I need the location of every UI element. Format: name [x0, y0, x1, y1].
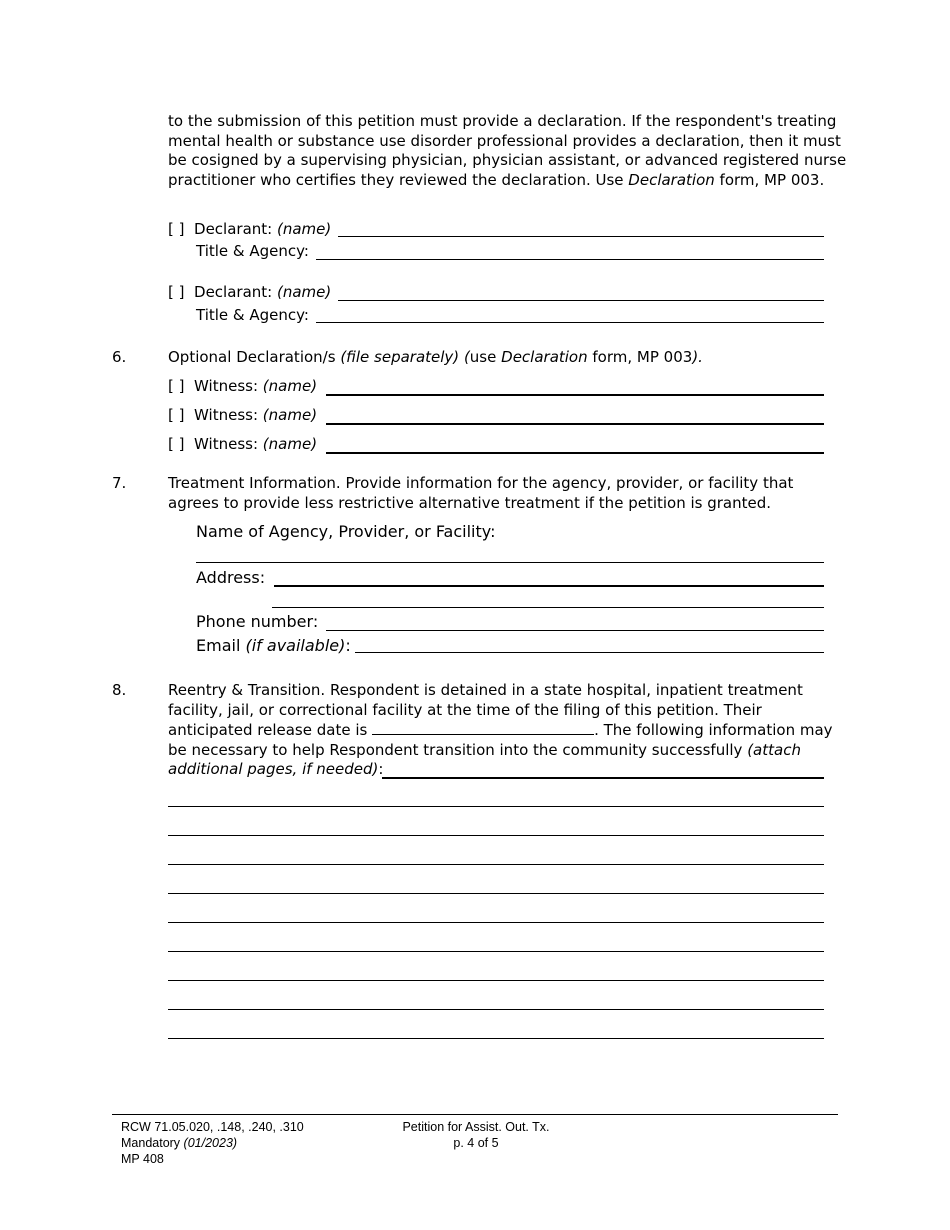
- witness-3-hint: (name): [262, 435, 318, 453]
- declarant-1-checkbox[interactable]: [ ]: [168, 220, 185, 238]
- footer-form-id: MP 408: [121, 1152, 164, 1166]
- declarant-1-title-field[interactable]: [316, 259, 824, 260]
- transition-line-6[interactable]: [168, 951, 824, 952]
- declarant-2-name-field[interactable]: [338, 300, 824, 301]
- footer-mandatory: Mandatory: [121, 1136, 181, 1150]
- section-8-text: [168, 681, 840, 780]
- declarant-1: [168, 220, 331, 239]
- footer-mandatory-line: [121, 1135, 304, 1151]
- declarant-1-title-label: Title & Agency:: [196, 242, 309, 260]
- section-6-hint-use: use: [469, 348, 497, 366]
- email-field[interactable]: [355, 652, 824, 653]
- witness-2-hint: (name): [262, 406, 318, 424]
- section-6-number: 6.: [112, 348, 127, 366]
- transition-line-8[interactable]: [168, 1009, 824, 1010]
- witness-3-label: Witness:: [194, 435, 259, 453]
- section-7-number: 7.: [112, 474, 127, 492]
- section-8-text-b: . The following information may be necessary to help Respondent transition into the community successfully: [168, 721, 833, 759]
- section-6-title: Optional Declaration/s: [168, 348, 336, 366]
- witness-1-checkbox[interactable]: [ ]: [168, 377, 185, 395]
- email-label-group: [196, 636, 351, 655]
- section-6-hint-file: (file separately): [340, 348, 460, 366]
- agency-label: Name of Agency, Provider, or Facility:: [196, 522, 496, 541]
- intro-paragraph: [168, 112, 848, 190]
- witness-2-field[interactable]: [326, 423, 824, 425]
- section-8-hint: (attach additional pages, if needed): [168, 740, 801, 778]
- transition-line-9[interactable]: [168, 1038, 824, 1039]
- section-6-heading: [168, 348, 703, 367]
- transition-line-1[interactable]: [168, 806, 824, 807]
- release-date-field[interactable]: [372, 720, 594, 735]
- section-8-colon: :: [378, 760, 384, 778]
- transition-line-4[interactable]: [168, 893, 824, 894]
- transition-line-3[interactable]: [168, 864, 824, 865]
- intro-text-b: form, MP 003.: [714, 170, 825, 189]
- section-8-number: 8.: [112, 681, 127, 699]
- section-7-text: Treatment Information. Provide information for the agency, provider, or facility that agrees to provide less restrictive alternative treatment if the petition is granted.: [168, 474, 794, 512]
- witness-3-checkbox[interactable]: [ ]: [168, 435, 185, 453]
- footer-left: [121, 1119, 304, 1167]
- witness-1-label: Witness:: [194, 377, 259, 395]
- transition-line-2[interactable]: [168, 835, 824, 836]
- declarant-1-label: Declarant:: [194, 220, 273, 238]
- witness-2: [168, 406, 317, 425]
- transition-line-7[interactable]: [168, 980, 824, 981]
- email-hint: (if available): [245, 636, 346, 655]
- phone-field[interactable]: [326, 630, 824, 631]
- email-colon: :: [345, 636, 351, 655]
- witness-2-label: Witness:: [194, 406, 259, 424]
- declarant-1-hint: (name): [277, 220, 332, 238]
- declarant-2-hint: (name): [277, 283, 332, 301]
- section-6-hint-form: Declaration: [501, 348, 588, 366]
- witness-2-checkbox[interactable]: [ ]: [168, 406, 185, 424]
- witness-1-hint: (name): [262, 377, 318, 395]
- transition-field-0[interactable]: [382, 777, 824, 779]
- footer-rule: [112, 1114, 838, 1115]
- witness-3-field[interactable]: [326, 452, 824, 454]
- transition-line-5[interactable]: [168, 922, 824, 923]
- declarant-1-name-field[interactable]: [338, 236, 824, 237]
- section-6-hint-close: ).: [692, 348, 703, 366]
- footer-page: p. 4 of 5: [453, 1136, 499, 1150]
- witness-1-field[interactable]: [326, 394, 824, 396]
- section-6-hint-rest: form, MP 003: [592, 348, 693, 366]
- section-6-hint-open: (: [463, 348, 470, 366]
- phone-label: Phone number:: [196, 612, 319, 631]
- address-field-2[interactable]: [272, 607, 824, 608]
- email-label: Email: [196, 636, 241, 655]
- section-8-text-a: Reentry & Transition. Respondent is detained in a state hospital, inpatient treatment facility, jail, or correctional facility at the time of the filing of this petition. Their anticipated release date is: [168, 681, 803, 739]
- declarant-2-title-field[interactable]: [316, 322, 824, 323]
- declarant-2-label: Declarant:: [194, 283, 273, 301]
- witness-1: [168, 377, 317, 396]
- declarant-2-checkbox[interactable]: [ ]: [168, 283, 185, 301]
- footer-title: Petition for Assist. Out. Tx.: [402, 1120, 550, 1134]
- address-field-1[interactable]: [274, 585, 824, 587]
- intro-text-italic: Declaration: [628, 170, 715, 189]
- address-label: Address:: [196, 568, 266, 587]
- intro-text-a: to the submission of this petition must provide a declaration. If the respondent's treating mental health or substance use disorder professional provides a declaration, then it must be cosigned by a supervising physician, physician assistant, or advanced registered nurse practitioner who certifies they reviewed the declaration. Use: [168, 112, 847, 189]
- witness-3: [168, 435, 317, 454]
- footer-rcw: RCW 71.05.020, .148, .240, .310: [121, 1120, 304, 1134]
- agency-field[interactable]: [196, 562, 824, 563]
- footer-center: [376, 1119, 576, 1151]
- footer-date: (01/2023): [183, 1136, 238, 1150]
- declarant-2: [168, 283, 331, 302]
- declarant-2-title-label: Title & Agency:: [196, 306, 309, 324]
